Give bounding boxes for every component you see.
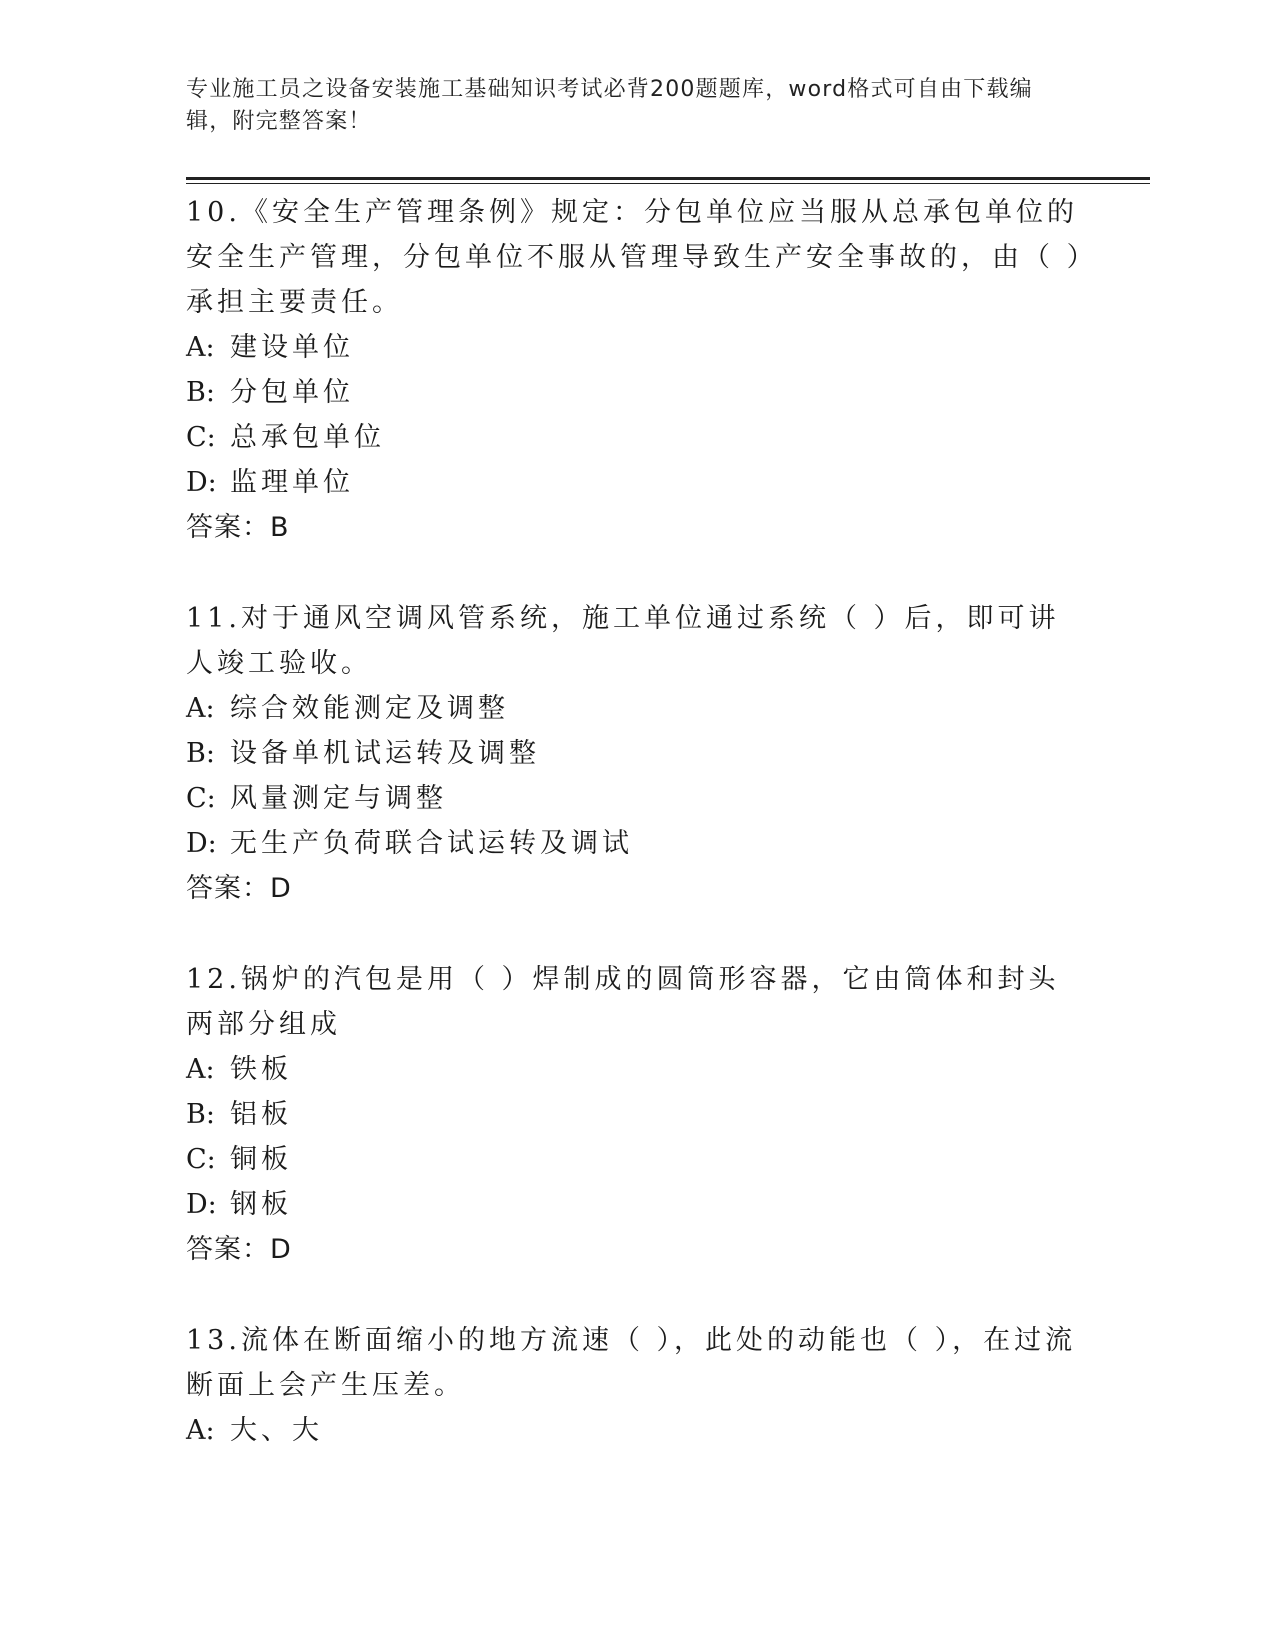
question-11 — [186, 596, 1086, 911]
question-12 — [186, 957, 1086, 1272]
option-letter: C: — [186, 422, 216, 453]
option-d — [186, 460, 1086, 505]
option-text: 钢板 — [230, 1189, 292, 1220]
option-text: 大、大 — [230, 1415, 323, 1446]
option-c — [186, 415, 1086, 460]
question-13 — [186, 1318, 1086, 1453]
option-letter: A: — [186, 693, 215, 724]
option-c — [186, 1137, 1086, 1182]
option-text: 综合效能测定及调整 — [230, 693, 509, 724]
header-divider-thick — [186, 177, 1150, 180]
option-text: 铁板 — [230, 1054, 292, 1085]
option-a — [186, 1408, 1086, 1453]
option-text: 监理单位 — [230, 467, 354, 498]
option-letter: B: — [186, 377, 215, 408]
option-letter: C: — [186, 783, 216, 814]
option-letter: D: — [186, 1189, 217, 1220]
option-d — [186, 821, 1086, 866]
option-text: 设备单机试运转及调整 — [230, 738, 540, 769]
option-text: 风量测定与调整 — [230, 783, 447, 814]
header-divider-thin — [186, 183, 1150, 184]
option-a — [186, 686, 1086, 731]
answer-line: 答案：D — [186, 873, 292, 904]
option-text: 铝板 — [230, 1099, 292, 1130]
option-text: 无生产负荷联合试运转及调试 — [230, 828, 633, 859]
question-stem: 12.锅炉的汽包是用（ ）焊制成的圆筒形容器，它由筒体和封头两部分组成 — [186, 964, 1060, 1040]
question-stem: 10.《安全生产管理条例》规定：分包单位应当服从总承包单位的安全生产管理，分包单位不服从管理导致生产安全事故的，由（ ）承担主要责任。 — [186, 197, 1085, 318]
question-stem: 13.流体在断面缩小的地方流速（ ），此处的动能也（ ），在过流断面上会产生压差。 — [186, 1325, 1077, 1401]
option-a — [186, 325, 1086, 370]
question-list — [186, 190, 1086, 1499]
document-header-note: 专业施工员之设备安装施工基础知识考试必背200题题库，word格式可自由下载编辑，附完整答案！ — [186, 77, 1033, 134]
option-b — [186, 731, 1086, 776]
option-letter: D: — [186, 467, 217, 498]
option-letter: A: — [186, 1415, 215, 1446]
option-text: 分包单位 — [230, 377, 354, 408]
option-b — [186, 370, 1086, 415]
option-text: 总承包单位 — [230, 422, 385, 453]
option-a — [186, 1047, 1086, 1092]
option-c — [186, 776, 1086, 821]
option-d — [186, 1182, 1086, 1227]
option-letter: B: — [186, 1099, 215, 1130]
option-b — [186, 1092, 1086, 1137]
answer-line: 答案：D — [186, 1234, 292, 1265]
option-letter: A: — [186, 332, 215, 363]
option-letter: D: — [186, 828, 217, 859]
option-text: 铜板 — [230, 1144, 292, 1175]
question-stem: 11.对于通风空调风管系统，施工单位通过系统（ ）后，即可讲人竣工验收。 — [186, 603, 1060, 679]
option-letter: A: — [186, 1054, 215, 1085]
question-10 — [186, 190, 1086, 550]
option-letter: C: — [186, 1144, 216, 1175]
answer-line: 答案：B — [186, 512, 290, 543]
option-text: 建设单位 — [230, 332, 354, 363]
option-letter: B: — [186, 738, 215, 769]
